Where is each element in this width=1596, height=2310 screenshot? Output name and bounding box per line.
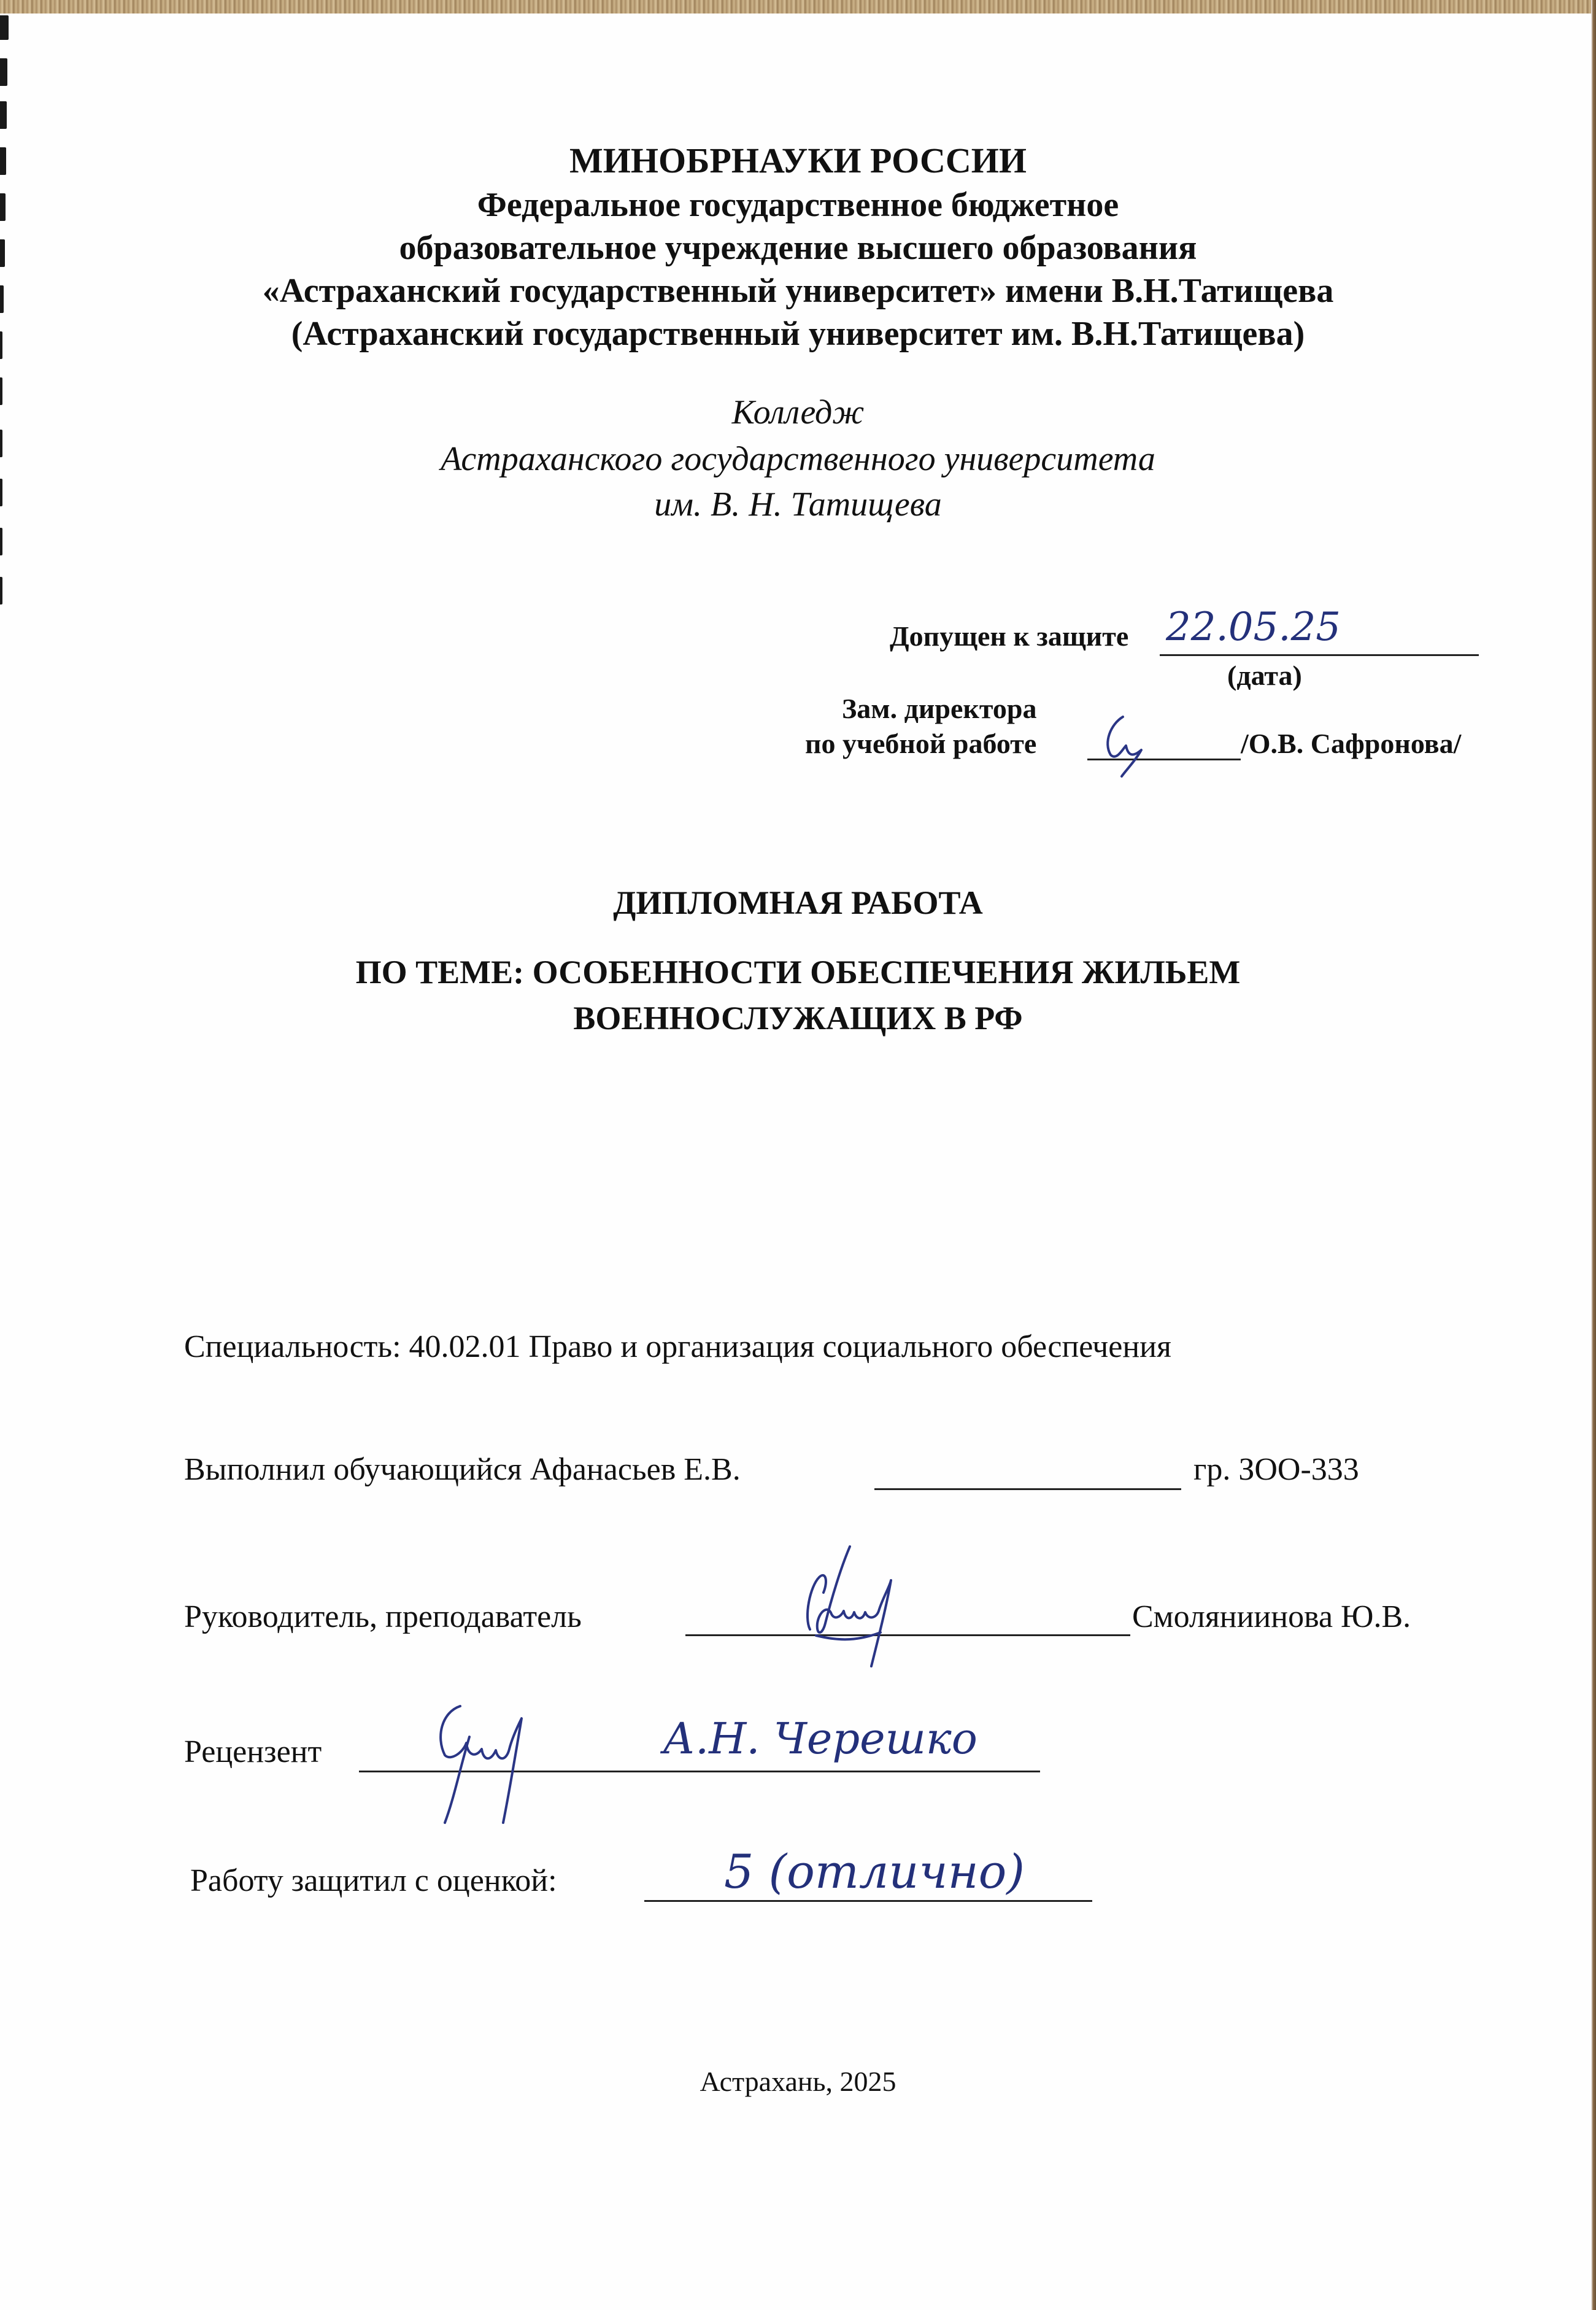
college-line: им. В. Н. Татищева bbox=[654, 485, 942, 523]
college-line: Колледж bbox=[731, 393, 865, 431]
topic-line: ВОЕННОСЛУЖАЩИХ В РФ bbox=[573, 1000, 1023, 1037]
topic-line: ПО ТЕМЕ: ОСОБЕННОСТИ ОБЕСПЕЧЕНИЯ ЖИЛЬЕМ bbox=[355, 954, 1241, 991]
reviewer-signature bbox=[417, 1700, 601, 1829]
handwritten-date: 22.05.25 bbox=[1166, 605, 1341, 650]
deputy-name: /О.В. Сафронова/ bbox=[1241, 728, 1462, 759]
specialty-line: Специальность: 40.02.01 Право и организация социального обеспечения bbox=[184, 1329, 1171, 1364]
grade-label: Работу защитил с оценкой: bbox=[190, 1863, 557, 1898]
deputy-title-line2: по учебной работе bbox=[805, 728, 1037, 759]
wooden-surface-background bbox=[0, 0, 1596, 14]
institution-line: (Астраханский государственный университет им. В.Н.Татищева) bbox=[291, 315, 1305, 353]
student-signature-line bbox=[874, 1488, 1181, 1490]
date-caption: (дата) bbox=[1227, 660, 1302, 691]
binding-mark bbox=[0, 528, 2, 555]
supervisor-label: Руководитель, преподаватель bbox=[184, 1599, 582, 1634]
reviewer-label: Рецензент bbox=[184, 1734, 322, 1769]
supervisor-signature bbox=[773, 1543, 933, 1666]
binding-mark bbox=[0, 577, 2, 605]
institution-line: образовательное учреждение высшего образования bbox=[399, 229, 1197, 267]
handwritten-grade: 5 (отлично) bbox=[724, 1844, 1025, 1899]
group-number: гр. ЗОО-333 bbox=[1193, 1452, 1359, 1487]
deputy-title-line1: Зам. директора bbox=[842, 693, 1037, 724]
work-type-heading: ДИПЛОМНАЯ РАБОТА bbox=[613, 884, 983, 921]
institution-line: Федеральное государственное бюджетное bbox=[477, 186, 1119, 224]
performed-by-label: Выполнил обучающийся Афанасьев Е.В. bbox=[184, 1452, 741, 1487]
institution-line: «Астраханский государственный университет» имени В.Н.Татищева bbox=[262, 272, 1334, 310]
binding-mark bbox=[0, 58, 7, 86]
deputy-signature bbox=[1098, 712, 1147, 779]
admitted-label: Допущен к защите bbox=[890, 620, 1129, 652]
binding-mark bbox=[0, 101, 7, 129]
city-year: Астрахань, 2025 bbox=[700, 2066, 896, 2097]
college-line: Астраханского государственного университета bbox=[441, 440, 1155, 478]
supervisor-name: Смоляниинова Ю.В. bbox=[1132, 1599, 1411, 1634]
date-signature-line bbox=[1160, 654, 1479, 656]
ministry-heading: МИНОБРНАУКИ РОССИИ bbox=[569, 141, 1027, 180]
grade-line bbox=[644, 1900, 1092, 1902]
binding-mark bbox=[0, 15, 9, 40]
reviewer-handwritten-name: А.Н. Черешко bbox=[663, 1713, 977, 1764]
